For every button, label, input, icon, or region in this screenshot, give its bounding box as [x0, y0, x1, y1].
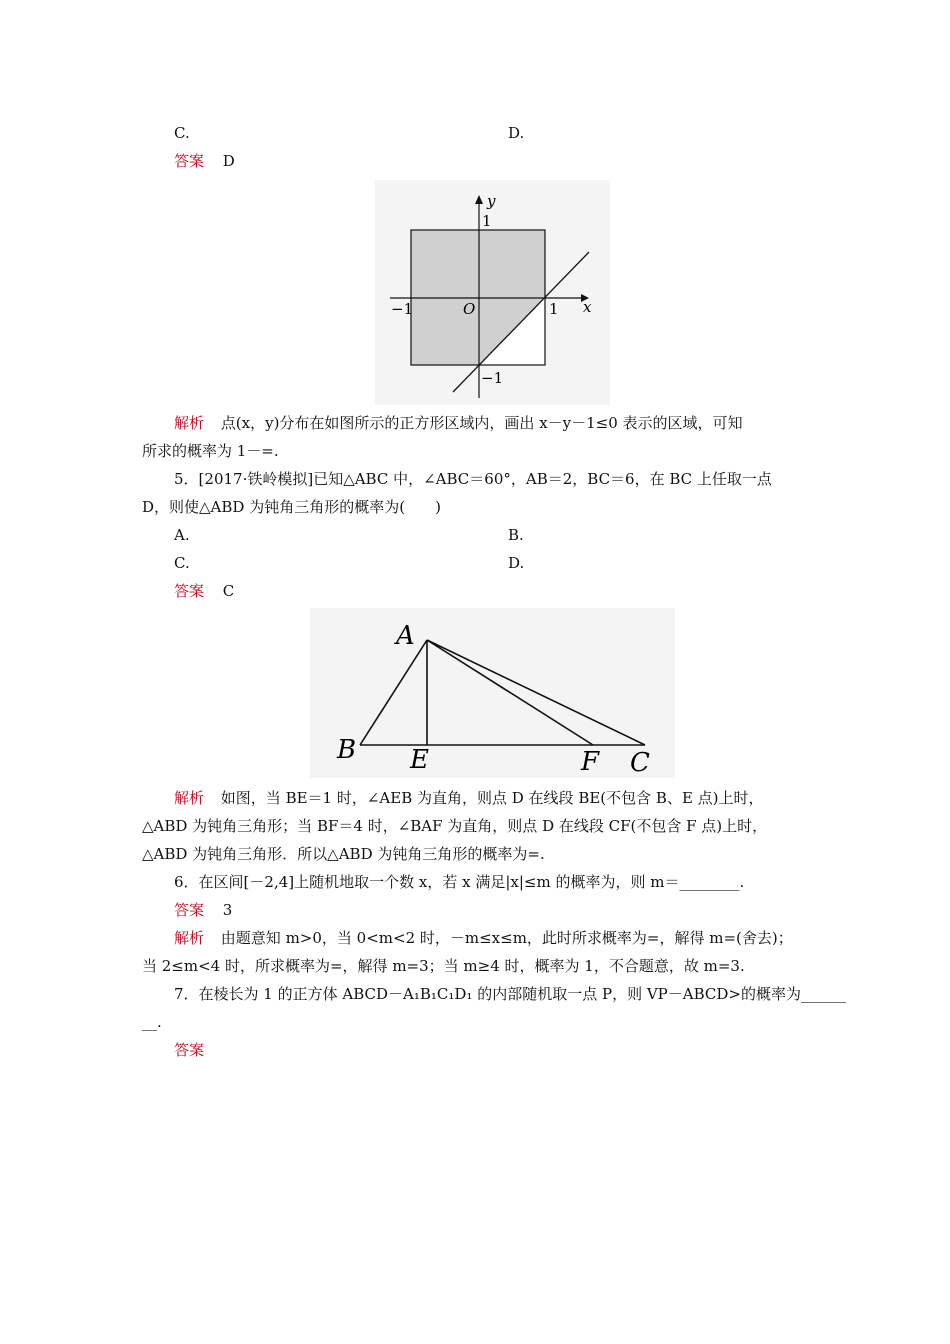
q4-answer: [174, 151, 844, 171]
analysis-text: 由题意知 m>0，当 0<m<2 时，－m≤x≤m，此时所求概率为=，解得 m=(舍去)；: [220, 929, 793, 947]
analysis-text: 如图，当 BE＝1 时，∠AEB 为直角，则点 D 在线段 BE(不包含 B、E 点)上时，: [220, 789, 764, 807]
x-axis-label: x: [583, 298, 592, 316]
q4-option-d: D.: [508, 124, 525, 142]
q5-option-c: C.: [174, 554, 190, 572]
analysis-label: 解析: [174, 789, 205, 807]
tick-top: 1: [482, 212, 492, 230]
q5-option-b: B.: [508, 526, 524, 544]
q5-analysis-line2: △ABD 为钝角三角形；当 BF＝4 时，∠BAF 为直角，则点 D 在线段 CF(不包含 F 点)上时，: [142, 817, 768, 835]
q7-stem-line2: __.: [142, 1013, 162, 1031]
tick-left: −1: [391, 300, 414, 318]
vertex-a-label: A: [396, 621, 415, 651]
square-region-figure: [375, 180, 610, 405]
tick-bottom: −1: [481, 369, 504, 387]
triangle-figure: [310, 608, 675, 778]
q7-stem-line1: 7．在棱长为 1 的正方体 ABCD－A₁B₁C₁D₁ 的内部随机取一点 P，则 VP－ABCD>的概率为______: [174, 985, 846, 1003]
q5-option-a: A.: [174, 526, 190, 544]
answer-label: 答案: [174, 1041, 205, 1059]
analysis-text: 点(x，y)分布在如图所示的正方形区域内，画出 x－y－1≤0 表示的区域，可知: [220, 414, 743, 432]
tick-right: 1: [549, 300, 559, 318]
q4-analysis-line2: 所求的概率为 1－=.: [142, 442, 279, 460]
point-e-label: E: [410, 745, 429, 775]
analysis-label: 解析: [174, 929, 205, 947]
origin-label: O: [463, 300, 476, 318]
answer-value: D: [222, 152, 235, 170]
q5-stem-line1: 5．[2017·铁岭模拟]已知△ABC 中，∠ABC＝60°，AB＝2，BC＝6，在 BC 上任取一点: [174, 470, 772, 488]
answer-label: 答案: [174, 582, 205, 600]
q5-answer: [174, 581, 844, 601]
q7-answer: [174, 1040, 844, 1060]
y-axis-label: y: [487, 192, 496, 210]
answer-value: C: [222, 582, 235, 600]
q5-analysis-line3: △ABD 为钝角三角形．所以△ABD 为钝角三角形的概率为=.: [142, 845, 545, 863]
answer-label: 答案: [174, 152, 205, 170]
answer-label: 答案: [174, 901, 205, 919]
q4-option-c: C.: [174, 124, 190, 142]
q6-analysis-line2: 当 2≤m<4 时，所求概率为=，解得 m=3；当 m≥4 时，概率为 1，不合题意，故 m=3.: [142, 957, 745, 975]
answer-value: 3: [222, 901, 233, 919]
q6-analysis-line1: [174, 928, 844, 948]
analysis-label: 解析: [174, 414, 205, 432]
q5-stem-line2: D，则使△ABD 为钝角三角形的概率为( ): [142, 498, 441, 516]
vertex-b-label: B: [337, 735, 357, 765]
q4-analysis-line1: [174, 413, 844, 433]
point-f-label: F: [581, 747, 600, 777]
q6-answer: [174, 900, 844, 920]
q5-option-d: D.: [508, 554, 525, 572]
q6-stem: 6．在区间[－2,4]上随机地取一个数 x，若 x 满足|x|≤m 的概率为，则 m＝________.: [174, 873, 745, 891]
q5-analysis-line1: [174, 788, 844, 808]
vertex-c-label: C: [630, 748, 650, 778]
